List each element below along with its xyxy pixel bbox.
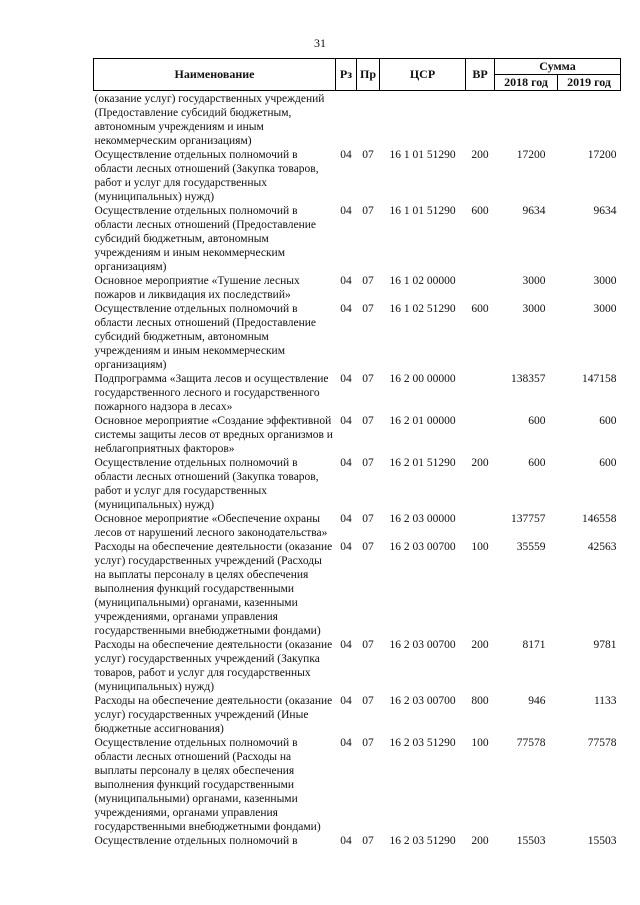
row-sum-2018: 138357: [511, 373, 546, 385]
row-pr: 07: [362, 513, 374, 525]
row-rz: 04: [340, 835, 352, 847]
row-name: Осуществление отдельных полномочий в области лесных отношений (Закупка товаров, работ и услуг для государственных (муниципальных) нужд): [94, 149, 319, 203]
row-sum-2018: 17200: [516, 149, 546, 161]
row-csr: 16 2 01 00000: [389, 415, 456, 427]
row-sum-2019: 600: [599, 457, 617, 469]
table-row: [94, 540, 621, 638]
row-csr: 16 2 00 00000: [389, 373, 456, 385]
row-vr: 200: [471, 457, 489, 469]
row-vr: [466, 414, 495, 456]
table-row: [94, 456, 621, 512]
row-rz: 04: [340, 457, 352, 469]
row-sum-2019: 600: [599, 415, 617, 427]
row-rz: 04: [340, 639, 352, 651]
row-pr: 07: [362, 541, 374, 553]
table-row: [94, 736, 621, 834]
row-vr: 600: [471, 303, 489, 315]
row-rz: 04: [340, 303, 352, 315]
row-vr: [466, 372, 495, 414]
row-sum-2018: 35559: [516, 541, 546, 553]
row-pr: 07: [362, 205, 374, 217]
row-pr: 07: [362, 695, 374, 707]
row-csr: 16 2 03 51290: [389, 737, 456, 749]
table-row: [94, 204, 621, 274]
row-pr: 07: [362, 149, 374, 161]
row-vr: [466, 512, 495, 540]
row-sum-2018: 9634: [522, 205, 546, 217]
row-vr: 200: [471, 835, 489, 847]
row-csr: 16 2 03 00000: [389, 513, 456, 525]
header-vr: ВР: [466, 59, 495, 91]
row-name: Расходы на обеспечение деятельности (оказание услуг) государственных учреждений (Расходы на выплаты персоналу в целях обеспечения выполнения функций государственными (муниципальными) органами, казенными учреждениями, органами управления государственными внебюджетными фондами): [94, 541, 333, 637]
row-sum-2018: 8171: [522, 639, 546, 651]
row-rz: 04: [340, 513, 352, 525]
row-name: Осуществление отдельных полномочий в области лесных отношений (Предоставление субсидий бюджетным, автономным учреждениям и иным некоммерческим организациям): [94, 205, 317, 273]
table-row: [94, 694, 621, 736]
row-name: Осуществление отдельных полномочий в: [94, 835, 298, 847]
row-sum-2018: 15503: [516, 835, 546, 847]
table-row: [94, 148, 621, 204]
header-year-2019: 2019 год: [558, 75, 621, 91]
header-name: Наименование: [94, 59, 336, 91]
row-name: Основное мероприятие «Обеспечение охраны лесов от нарушений лесного законодательства»: [94, 513, 328, 539]
table-body: [94, 91, 621, 849]
row-name: Расходы на обеспечение деятельности (оказание услуг) государственных учреждений (Закупка товаров, работ и услуг для государственных (муниципальных) нужд): [94, 639, 333, 693]
row-rz: 04: [340, 541, 352, 553]
header-pr: Пр: [357, 59, 380, 91]
page-number: 31: [314, 36, 326, 50]
row-csr: 16 1 01 51290: [389, 205, 456, 217]
row-pr: 07: [362, 835, 374, 847]
row-sum-2019: 77578: [587, 737, 617, 749]
row-sum-2019: 17200: [587, 149, 617, 161]
row-sum-2018: 600: [528, 457, 546, 469]
table-row: [94, 302, 621, 372]
row-csr: 16 2 03 00700: [389, 639, 456, 651]
row-name: (оказание услуг) государственных учреждений (Предоставление субсидий бюджетным, автономным учреждениям и иным некоммерческим организациям): [94, 93, 325, 147]
row-sum-2019: 9634: [593, 205, 617, 217]
row-rz: 04: [340, 415, 352, 427]
row-name: Основное мероприятие «Тушение лесных пожаров и ликвидация их последствий»: [94, 275, 300, 301]
table-row: [94, 414, 621, 456]
row-pr: 07: [362, 275, 374, 287]
row-csr: 16 2 03 00700: [389, 541, 456, 553]
row-rz: [336, 91, 357, 149]
row-vr: 200: [471, 149, 489, 161]
row-sum-2019: 9781: [593, 639, 617, 651]
table-row: [94, 638, 621, 694]
row-sum-2019: 15503: [587, 835, 617, 847]
row-sum-2018: 600: [528, 415, 546, 427]
row-csr: 16 2 03 51290: [389, 835, 456, 847]
table-row: [94, 274, 621, 302]
table-row: [94, 91, 621, 149]
table-row: [94, 372, 621, 414]
row-csr: 16 2 03 00700: [389, 695, 456, 707]
row-vr: 800: [471, 695, 489, 707]
table-row: [94, 834, 621, 848]
row-sum-2018: 946: [528, 695, 546, 707]
row-vr: 100: [471, 737, 489, 749]
row-csr: 16 1 01 51290: [389, 149, 456, 161]
row-name: Расходы на обеспечение деятельности (оказание услуг) государственных учреждений (Иные бюджетные ассигнования): [94, 695, 333, 735]
row-rz: 04: [340, 373, 352, 385]
row-name: Осуществление отдельных полномочий в области лесных отношений (Предоставление субсидий бюджетным, автономным учреждениям и иным некоммерческим организациям): [94, 303, 317, 371]
row-name: Основное мероприятие «Создание эффективной системы защиты лесов от вредных организмов и неблагоприятных факторов»: [94, 415, 333, 455]
row-csr: [380, 91, 466, 149]
row-rz: 04: [340, 275, 352, 287]
row-rz: 04: [340, 695, 352, 707]
row-pr: [357, 91, 380, 149]
row-rz: 04: [340, 149, 352, 161]
row-name: Подпрограмма «Защита лесов и осуществление государственного лесного и государственного пожарного надзора в лесах»: [94, 373, 329, 413]
table-header: [94, 59, 621, 91]
row-csr: 16 2 01 51290: [389, 457, 456, 469]
row-pr: 07: [362, 639, 374, 651]
row-sum-2018: 77578: [516, 737, 546, 749]
row-rz: 04: [340, 205, 352, 217]
row-pr: 07: [362, 457, 374, 469]
header-sum: Сумма: [495, 59, 621, 75]
row-csr: 16 1 02 00000: [389, 275, 456, 287]
row-sum-2018: [495, 91, 558, 149]
row-vr: [466, 91, 495, 149]
budget-table: [93, 58, 621, 848]
row-vr: 100: [471, 541, 489, 553]
row-sum-2019: 147158: [582, 373, 617, 385]
row-sum-2019: 1133: [593, 695, 617, 707]
row-pr: 07: [362, 415, 374, 427]
row-sum-2019: 3000: [593, 303, 617, 315]
row-pr: 07: [362, 737, 374, 749]
table-row: [94, 512, 621, 540]
header-year-2018: 2018 год: [495, 75, 558, 91]
row-csr: 16 1 02 51290: [389, 303, 456, 315]
row-vr: 600: [471, 205, 489, 217]
header-csr: ЦСР: [380, 59, 466, 91]
row-sum-2019: 42563: [587, 541, 617, 553]
row-sum-2018: 3000: [522, 275, 546, 287]
row-vr: [466, 274, 495, 302]
row-name: Осуществление отдельных полномочий в области лесных отношений (Расходы на выплаты персоналу в целях обеспечения выполнения функций государственными (муниципальными) органами, казенными учреждениями, органами управления государственными внебюджетными фондами): [94, 737, 321, 833]
row-sum-2019: 146558: [582, 513, 617, 525]
row-pr: 07: [362, 373, 374, 385]
row-sum-2018: 137757: [511, 513, 546, 525]
row-sum-2019: [558, 91, 621, 149]
row-sum-2019: 3000: [593, 275, 617, 287]
row-rz: 04: [340, 737, 352, 749]
row-name: Осуществление отдельных полномочий в области лесных отношений (Закупка товаров, работ и услуг для государственных (муниципальных) нужд): [94, 457, 319, 511]
row-pr: 07: [362, 303, 374, 315]
row-sum-2018: 3000: [522, 303, 546, 315]
header-rz: Рз: [336, 59, 357, 91]
row-vr: 200: [471, 639, 489, 651]
